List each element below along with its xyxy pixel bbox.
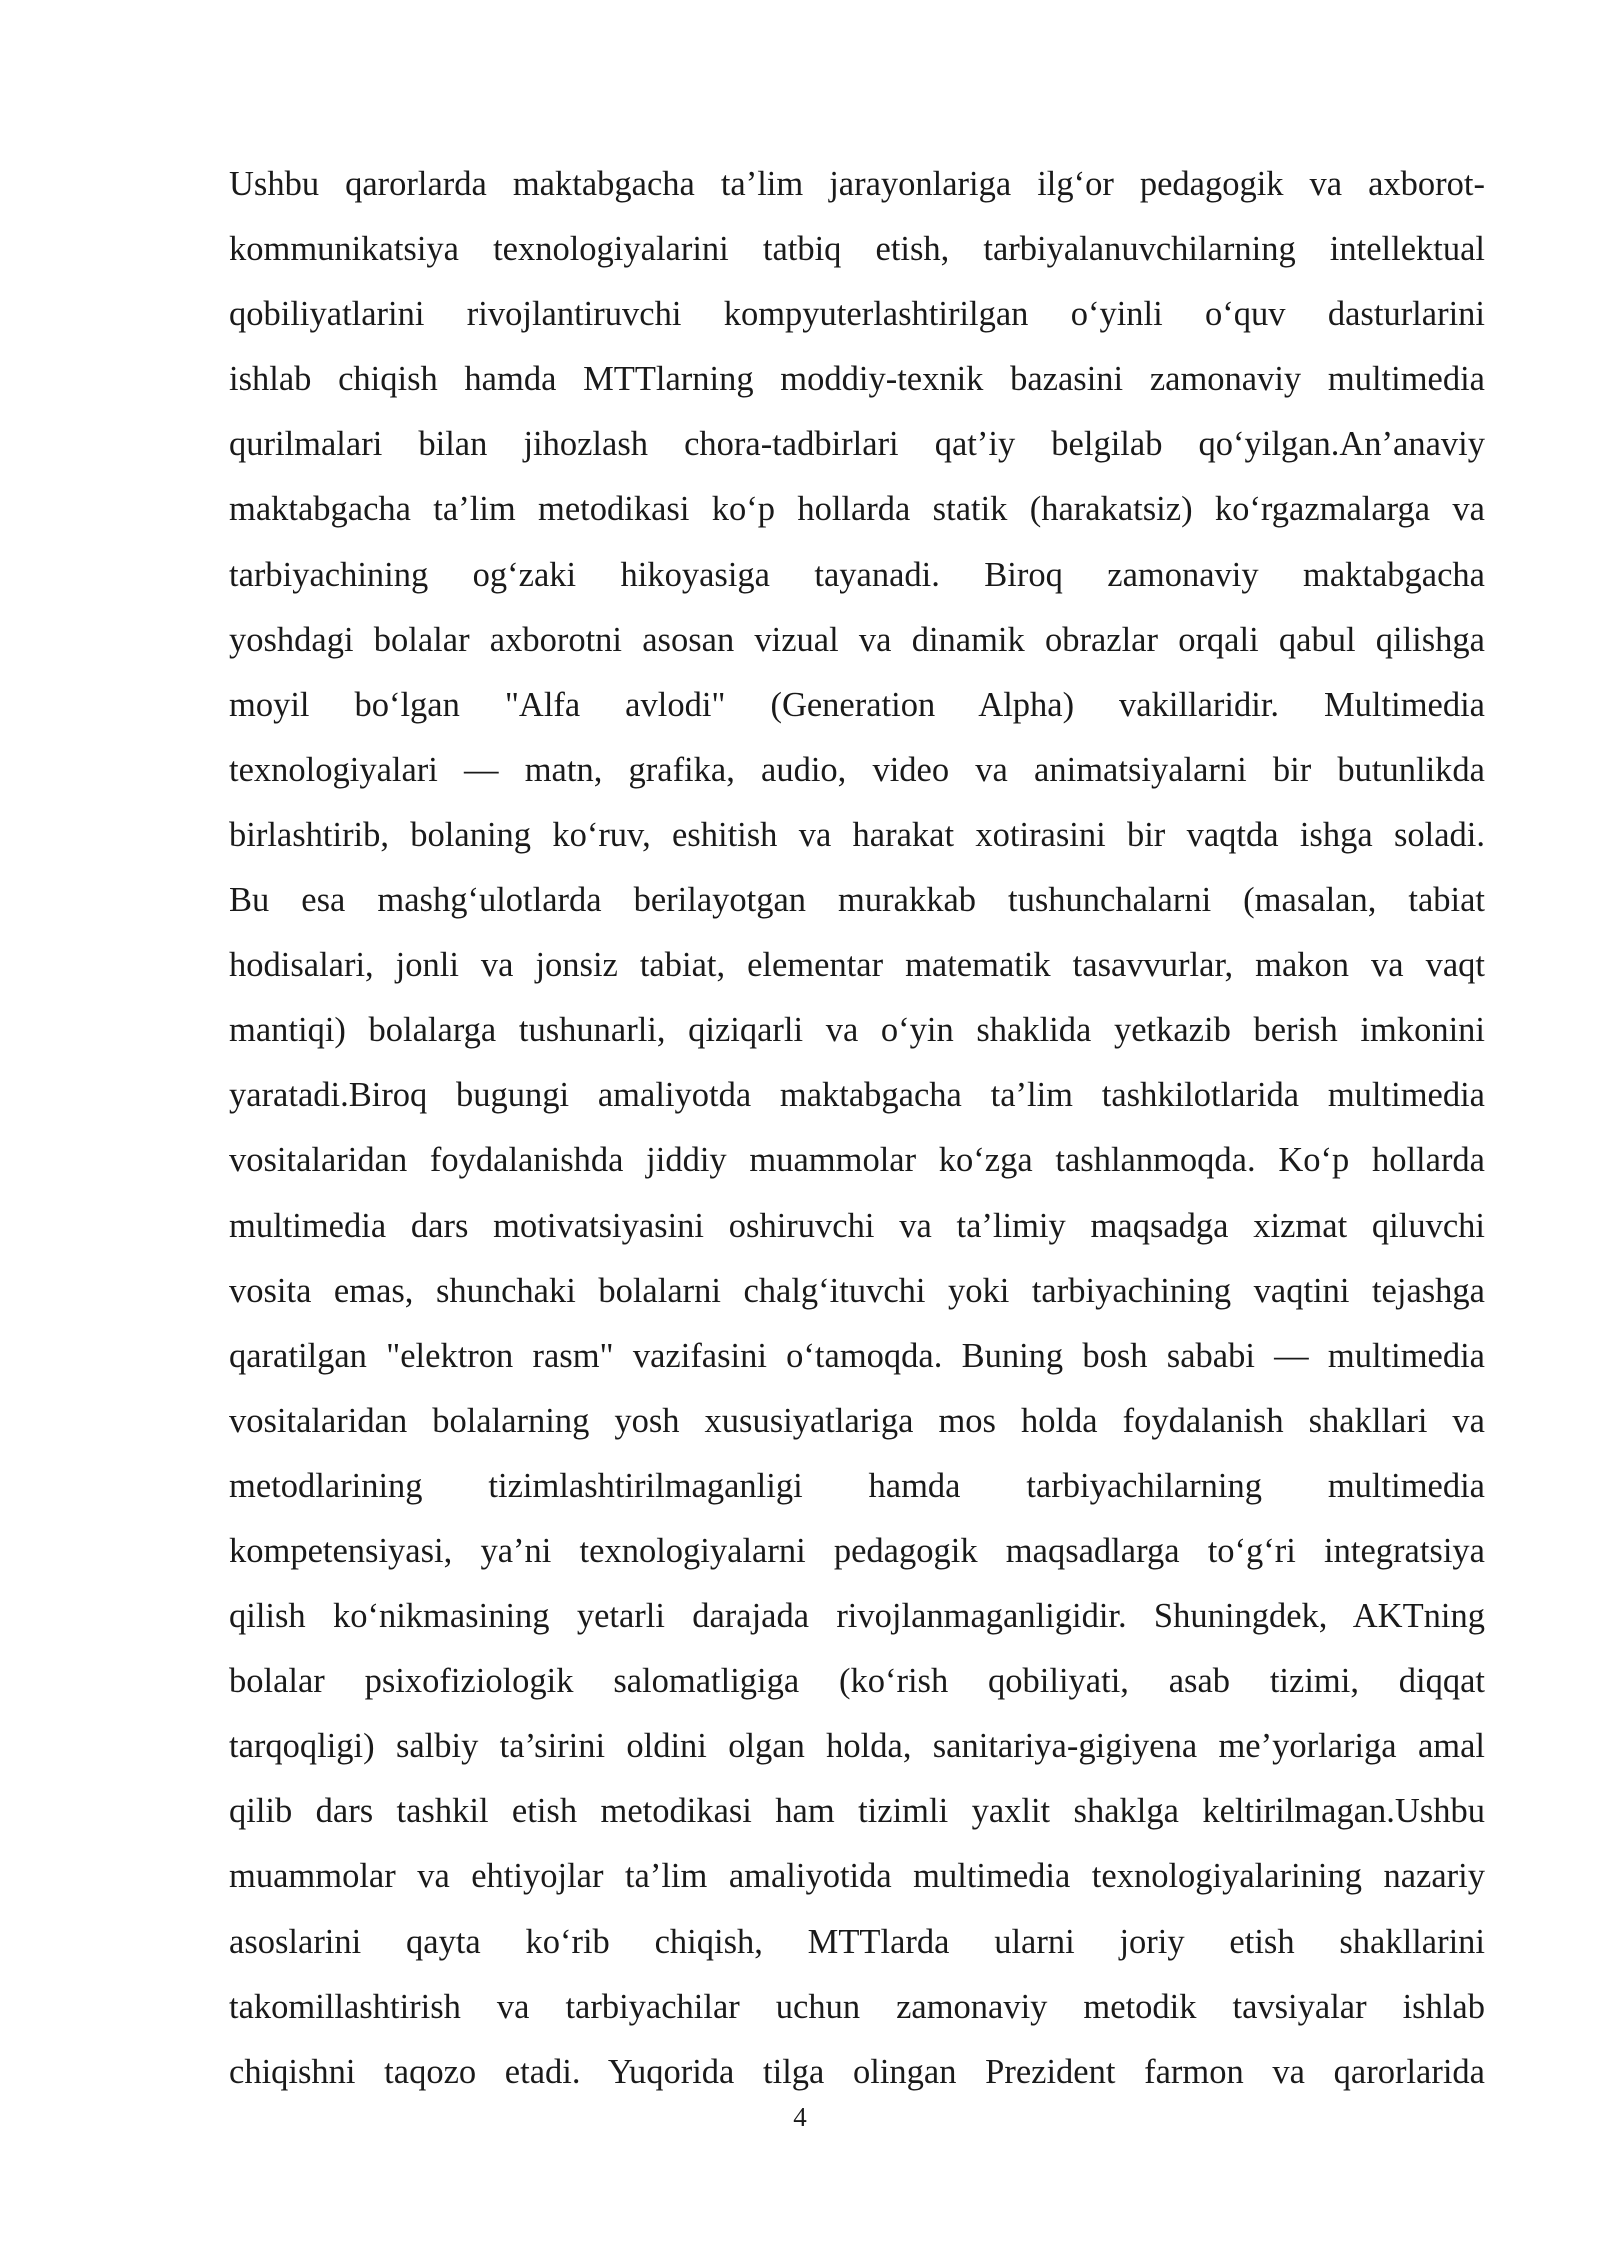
text-line: moyil bo‘lgan "Alfa avlodi" (Generation Alpha) vakillaridir. Multimedia: [229, 685, 1485, 724]
text-line: birlashtirib, bolaning ko‘ruv, eshitish va harakat xotirasini bir vaqtda ishga soladi.: [229, 815, 1485, 854]
text-line: vositalaridan bolalarning yosh xususiyatlariga mos holda foydalanish shakllari va: [229, 1401, 1485, 1440]
text-line: bolalar psixofiziologik salomatligiga (ko‘rish qobiliyati, asab tizimi, diqqat: [229, 1662, 1485, 1701]
text-line: vosita emas, shunchaki bolalarni chalg‘ituvchi yoki tarbiyachining vaqtini tejashga: [229, 1271, 1485, 1310]
text-line: qaratilgan "elektron rasm" vazifasini o‘tamoqda. Buning bosh sababi — multimedia: [229, 1336, 1485, 1375]
text-line: kompetensiyasi, ya’ni texnologiyalarni pedagogik maqsadlarga to‘g‘ri integratsiya: [229, 1531, 1485, 1570]
text-line: kommunikatsiya texnologiyalarini tatbiq etish, tarbiyalanuvchilarning intellektual: [229, 230, 1485, 269]
text-line: qobiliyatlarini rivojlantiruvchi kompyuterlashtirilgan o‘yinli o‘quv dasturlarini: [229, 295, 1485, 334]
text-line: asoslarini qayta ko‘rib chiqish, MTTlarda ularni joriy etish shakllarini: [229, 1922, 1485, 1961]
text-line: tarqoqligi) salbiy ta’sirini oldini olgan holda, sanitariya-gigiyena me’yorlariga amal: [229, 1727, 1485, 1766]
text-line: tarbiyachining og‘zaki hikoyasiga tayanadi. Biroq zamonaviy maktabgacha: [229, 555, 1485, 594]
text-line: maktabgacha ta’lim metodikasi ko‘p hollarda statik (harakatsiz) ko‘rgazmalarga va: [229, 490, 1485, 529]
text-line: chiqishni taqozo etadi. Yuqorida tilga olingan Prezident farmon va qarorlarida: [229, 2052, 1485, 2091]
text-line: takomillashtirish va tarbiyachilar uchun zamonaviy metodik tavsiyalar ishlab: [229, 1987, 1485, 2026]
text-line: ishlab chiqish hamda MTTlarning moddiy-texnik bazasini zamonaviy multimedia: [229, 360, 1485, 399]
text-line: muammolar va ehtiyojlar ta’lim amaliyotida multimedia texnologiyalarining nazariy: [229, 1857, 1485, 1896]
text-line: Bu esa mashg‘ulotlarda berilayotgan murakkab tushunchalarni (masalan, tabiat: [229, 881, 1485, 920]
text-line: yaratadi.Biroq bugungi amaliyotda maktabgacha ta’lim tashkilotlarida multimedia: [229, 1076, 1485, 1115]
text-line: qilib dars tashkil etish metodikasi ham tizimli yaxlit shaklga keltirilmagan.Ushbu: [229, 1792, 1485, 1831]
body-paragraph: [229, 152, 1485, 2105]
text-line: mantiqi) bolalarga tushunarli, qiziqarli va o‘yin shaklida yetkazib berish imkonini: [229, 1011, 1485, 1050]
text-line: metodlarining tizimlashtirilmaganligi hamda tarbiyachilarning multimedia: [229, 1466, 1485, 1505]
text-line: multimedia dars motivatsiyasini oshiruvchi va ta’limiy maqsadga xizmat qiluvchi: [229, 1206, 1485, 1245]
text-line: yoshdagi bolalar axborotni asosan vizual va dinamik obrazlar orqali qabul qilishga: [229, 620, 1485, 659]
text-line: Ushbu qarorlarda maktabgacha ta’lim jarayonlariga ilg‘or pedagogik va axborot-: [229, 165, 1485, 203]
text-line: qilish ko‘nikmasining yetarli darajada rivojlanmaganligidir. Shuningdek, AKTning: [229, 1597, 1485, 1636]
text-line: hodisalari, jonli va jonsiz tabiat, elementar matematik tasavvurlar, makon va vaqt: [229, 946, 1485, 985]
text-line: texnologiyalari — matn, grafika, audio, video va animatsiyalarni bir butunlikda: [229, 750, 1485, 789]
text-line: vositalaridan foydalanishda jiddiy muammolar ko‘zga tashlanmoqda. Ko‘p hollarda: [229, 1141, 1485, 1180]
page-number: 4: [793, 2102, 807, 2132]
text-line: qurilmalari bilan jihozlash chora-tadbirlari qat’iy belgilab qo‘yilgan.An’anaviy: [229, 425, 1485, 464]
